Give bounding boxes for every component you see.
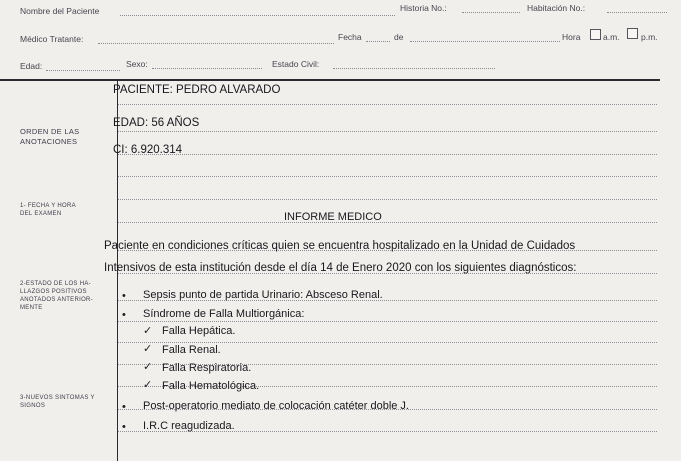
header-divider [0, 79, 660, 81]
patient-age-value: EDAD: 56 AÑOS [113, 117, 200, 129]
bullet-icon: • [122, 401, 126, 413]
check-icon: ✓ [143, 361, 153, 373]
sex-label: Sexo: [126, 59, 148, 69]
check-icon: ✓ [143, 379, 153, 391]
paragraph-line-2: Intensivos de esta institución desde el día 14 de Enero 2020 con los siguientes diagnósticos: [104, 262, 577, 274]
list-item: I.R.C reagudizada. [143, 420, 235, 432]
sidebar-item-new-symptoms: 3-NUEVOS SINTOMAS Y SIGNOS [20, 395, 95, 409]
ruled-line [118, 131, 657, 132]
history-field[interactable] [462, 12, 520, 13]
history-label: Historia No.: [400, 3, 447, 13]
ruled-line [118, 321, 657, 322]
ruled-line [118, 176, 657, 177]
date-sep: de [394, 32, 404, 42]
ruled-line [118, 199, 657, 200]
paragraph-line-1: Paciente en condiciones críticas quien se encuentra hospitalizado en la Unidad de Cuidados [104, 240, 576, 252]
sex-field[interactable] [152, 68, 262, 69]
pm-checkbox[interactable] [627, 28, 638, 39]
ruled-line [118, 104, 657, 105]
doctor-label: Médico Tratante: [20, 34, 84, 44]
civil-status-label: Estado Civil: [272, 59, 320, 69]
patient-name-field[interactable] [120, 15, 395, 16]
list-item: Sepsis punto de partida Urinario: Absceso Renal. [143, 289, 383, 301]
check-icon: ✓ [143, 325, 153, 337]
pm-label: p.m. [641, 32, 658, 42]
am-label: a.m. [603, 32, 620, 42]
doctor-field[interactable] [98, 43, 334, 44]
ruled-line [118, 342, 657, 343]
patient-name-label: Nombre del Paciente [20, 6, 100, 16]
time-label: Hora [562, 32, 581, 42]
patient-id-value: CI: 6.920.314 [113, 144, 183, 156]
date-day-field[interactable] [366, 41, 390, 42]
list-item: Síndrome de Falla Multiorgánica: [143, 308, 305, 320]
civil-status-field[interactable] [333, 68, 495, 69]
sub-list-item: Falla Hepática. [162, 325, 236, 337]
age-label: Edad: [20, 61, 43, 71]
sub-list-item: Falla Hematológica. [162, 380, 260, 392]
bullet-icon: • [122, 421, 126, 433]
bullet-icon: • [122, 309, 126, 321]
list-item: Post-operatorio mediato de colocación catéter doble J. [143, 400, 409, 412]
sub-list-item: Falla Renal. [162, 344, 221, 356]
sidebar-item-prior-findings: 2-ESTADO DE LOS HA- LLAZGOS POSITIVOS ANOTADOS ANTERIOR- MENTE [20, 281, 93, 311]
patient-name-value: PACIENTE: PEDRO ALVARADO [113, 84, 281, 96]
bullet-icon: • [122, 290, 126, 302]
date-label: Fecha [338, 32, 362, 42]
sidebar-item-exam-date: 1- FECHA Y HORA DEL EXAMEN [20, 203, 76, 217]
sub-list-item: Falla Respiratoria. [162, 362, 252, 374]
age-field[interactable] [46, 70, 120, 71]
ruled-line [118, 222, 657, 223]
room-label: Habitación No.: [527, 3, 586, 13]
date-month-field[interactable] [410, 41, 560, 42]
report-title: INFORME MEDICO [284, 211, 382, 223]
ruled-line [118, 154, 657, 155]
order-heading: ORDEN DE LAS ANOTACIONES [20, 127, 80, 146]
am-checkbox[interactable] [590, 29, 601, 40]
room-field[interactable] [607, 12, 667, 13]
check-icon: ✓ [143, 343, 153, 355]
